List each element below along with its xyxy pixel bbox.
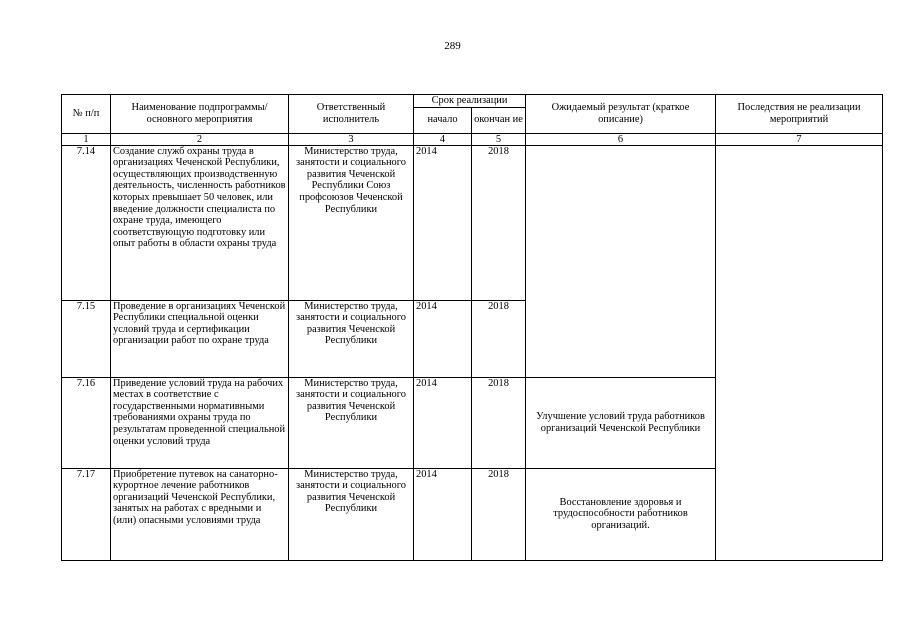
row-number: 7.17: [62, 468, 111, 560]
column-number: 3: [289, 133, 414, 145]
row-number: 7.16: [62, 377, 111, 468]
start-year: 2014: [414, 468, 472, 560]
column-number: 6: [526, 133, 716, 145]
consequences-cell: [716, 145, 883, 560]
start-year: 2014: [414, 145, 472, 300]
executor: Министерство труда, занятости и социального развития Чеченской Республики: [289, 468, 414, 560]
executor: Министерство труда, занятости и социального развития Чеченской Республики: [289, 377, 414, 468]
header-num: № п/п: [62, 95, 111, 134]
activity-name: Приведение условий труда на рабочих местах в соответствие с государственными нормативными требованиями охраны труда по результатам проведенной специальной оценки условий труда: [111, 377, 289, 468]
activity-name: Приобретение путевок на санаторно-курортное лечение работников организаций Чеченской Республики, занятых на работах с вредными и (или) опасными условиями труда: [111, 468, 289, 560]
end-year: 2018: [472, 300, 526, 377]
start-year: 2014: [414, 300, 472, 377]
header-term: Срок реализации: [414, 95, 526, 108]
column-number: 2: [111, 133, 289, 145]
header-name: Наименование подпрограммы/ основного мероприятия: [111, 95, 289, 134]
row-number: 7.14: [62, 145, 111, 300]
end-year: 2018: [472, 468, 526, 560]
start-year: 2014: [414, 377, 472, 468]
header-end: окончан ие: [472, 107, 526, 133]
end-year: 2018: [472, 377, 526, 468]
activities-table: [61, 94, 883, 561]
end-year: 2018: [472, 145, 526, 300]
header-consequences: Последствия не реализации мероприятий: [716, 95, 883, 134]
activity-name: Проведение в организациях Чеченской Республики специальной оценки условий труда и сертификации организации работ по охране труда: [111, 300, 289, 377]
column-numbers-row: [62, 133, 883, 145]
expected-result: Улучшение условий труда работников организаций Чеченской Республики: [526, 377, 716, 468]
header-start: начало: [414, 107, 472, 133]
column-number: 1: [62, 133, 111, 145]
header-row: [62, 95, 883, 108]
column-number: 7: [716, 133, 883, 145]
header-result: Ожидаемый результат (краткое описание): [526, 95, 716, 134]
column-number: 5: [472, 133, 526, 145]
executor: Министерство труда, занятости и социального развития Чеченской Республики Союз профсоюзов Чеченской Республики: [289, 145, 414, 300]
expected-result: Восстановление здоровья и трудоспособности работников организаций.: [526, 468, 716, 560]
header-executor: Ответственный исполнитель: [289, 95, 414, 134]
row-number: 7.15: [62, 300, 111, 377]
page-number: 289: [444, 40, 461, 52]
executor: Министерство труда, занятости и социального развития Чеченской Республики: [289, 300, 414, 377]
column-number: 4: [414, 133, 472, 145]
result-empty: [526, 145, 716, 377]
activity-name: Создание служб охраны труда в организациях Чеченской Республики, осуществляющих производственную деятельность, численность работников которых превышает 50 человек, или введение должности специалиста по охране труда, имеющего соответствующую подготовку или опыт работы в области охраны труда: [111, 145, 289, 300]
table-row: [62, 145, 883, 300]
